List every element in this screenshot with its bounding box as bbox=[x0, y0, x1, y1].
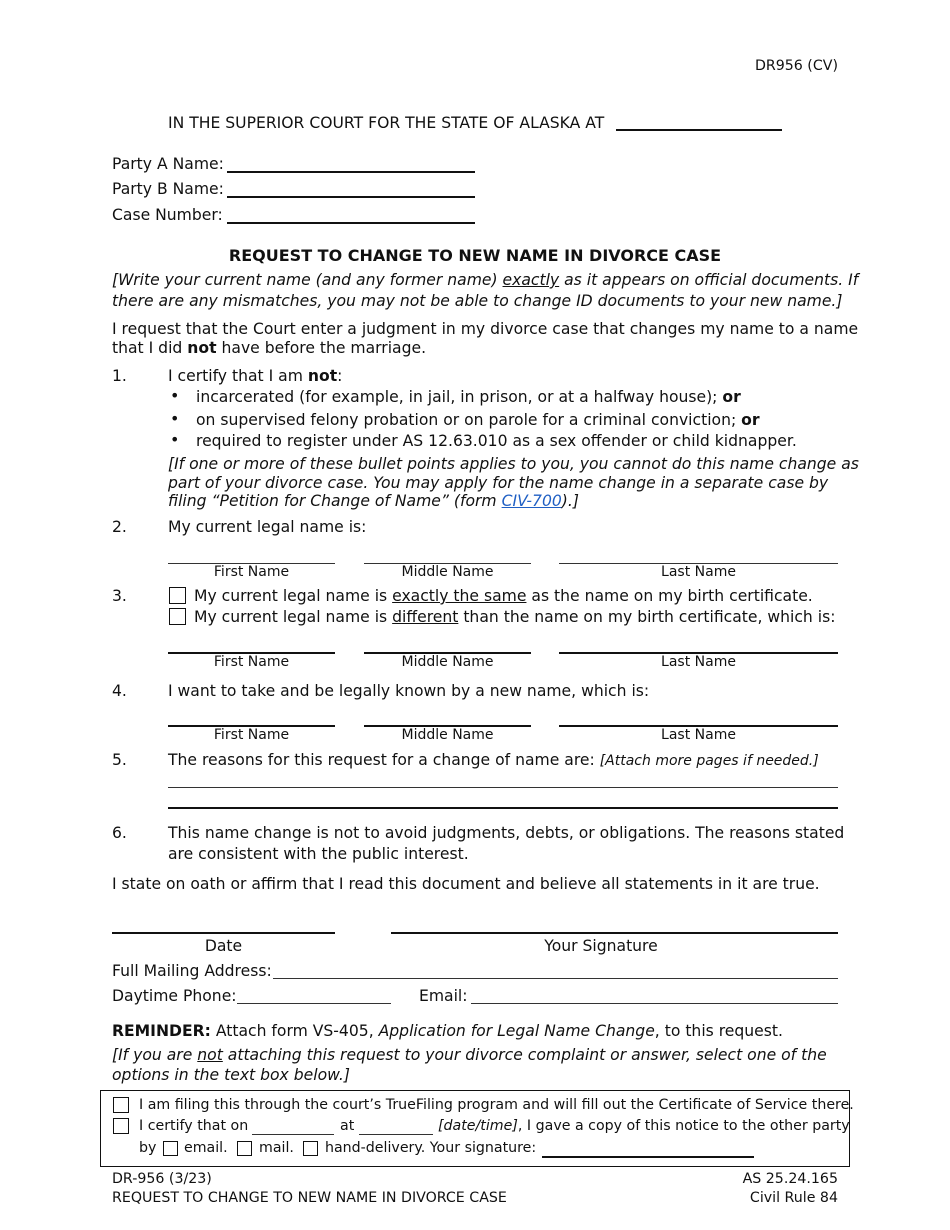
date-caption: Date bbox=[204, 937, 243, 955]
attach-note-line-1: [If you are not attaching this request to your divorce complaint or answer, select one of the bbox=[112, 1046, 827, 1064]
item-6-number: 6. bbox=[112, 824, 127, 842]
certify-checkbox[interactable] bbox=[113, 1118, 129, 1134]
different-name-checkbox[interactable] bbox=[169, 608, 186, 625]
by-label: by bbox=[139, 1140, 157, 1156]
reasons-line-1[interactable] bbox=[168, 787, 838, 788]
court-line: IN THE SUPERIOR COURT FOR THE STATE OF ALASKA AT bbox=[168, 114, 605, 132]
item-5-text: The reasons for this request for a change of name are: [Attach more pages if needed.] bbox=[168, 751, 819, 769]
phone-field[interactable] bbox=[237, 1003, 391, 1004]
middle-name-caption: Middle Name bbox=[401, 654, 494, 670]
item-1-lead: I certify that I am not: bbox=[168, 367, 343, 385]
certify-time-field[interactable] bbox=[359, 1134, 433, 1135]
request-line-1: I request that the Court enter a judgment in my divorce case that changes my name to a name bbox=[112, 320, 859, 338]
item-6-line-1: This name change is not to avoid judgments, debts, or obligations. The reasons stated bbox=[168, 824, 845, 842]
bullet-1: incarcerated (for example, in jail, in prison, or at a halfway house); or bbox=[196, 388, 741, 406]
certify-text-b: [date/time], I gave a copy of this notice to the other party bbox=[438, 1118, 850, 1134]
truefiling-text: I am filing this through the court’s TrueFiling program and will fill out the Certificate of Service there. bbox=[139, 1097, 854, 1113]
middle-name-caption: Middle Name bbox=[401, 727, 494, 743]
footer-statute: AS 25.24.165 bbox=[742, 1171, 838, 1187]
item-1-note-3: filing “Petition for Change of Name” (form CIV-700).] bbox=[168, 492, 579, 510]
same-name-checkbox[interactable] bbox=[169, 587, 186, 604]
email-label: Email: bbox=[419, 987, 468, 1005]
email-checkbox[interactable] bbox=[163, 1141, 178, 1156]
phone-label: Daytime Phone: bbox=[112, 987, 237, 1005]
attach-note-line-2: options in the text box below.] bbox=[112, 1066, 350, 1084]
hand-delivery-checkbox[interactable] bbox=[303, 1141, 318, 1156]
email-option: email. bbox=[184, 1140, 228, 1156]
footer-form-number: DR-956 (3/23) bbox=[112, 1171, 212, 1187]
last-name-caption: Last Name bbox=[661, 564, 736, 580]
case-number-label: Case Number: bbox=[112, 206, 223, 224]
email-field[interactable] bbox=[471, 1003, 838, 1004]
item-3-number: 3. bbox=[112, 587, 127, 605]
item-2-number: 2. bbox=[112, 518, 127, 536]
instruction-line-2: there are any mismatches, you may not be able to change ID documents to your new name.] bbox=[112, 292, 843, 310]
certify-text-a: I certify that on bbox=[139, 1118, 249, 1134]
oath-statement: I state on oath or affirm that I read this document and believe all statements in it are true. bbox=[112, 875, 820, 893]
item-5-number: 5. bbox=[112, 751, 127, 769]
certify-at: at bbox=[340, 1118, 355, 1134]
request-line-2: that I did not have before the marriage. bbox=[112, 339, 427, 357]
last-name-caption: Last Name bbox=[661, 727, 736, 743]
item-1-note-1: [If one or more of these bullet points applies to you, you cannot do this name change as bbox=[168, 455, 859, 473]
truefiling-checkbox[interactable] bbox=[113, 1097, 129, 1113]
last-name-caption: Last Name bbox=[661, 654, 736, 670]
middle-name-caption: Middle Name bbox=[401, 564, 494, 580]
party-a-field[interactable] bbox=[227, 171, 475, 173]
item-1-note-2: part of your divorce case. You may apply for the name change in a separate case by bbox=[168, 474, 829, 492]
different-name-option: My current legal name is different than the name on my birth certificate, which is: bbox=[194, 608, 836, 626]
party-b-label: Party B Name: bbox=[112, 180, 224, 198]
first-name-caption: First Name bbox=[213, 727, 290, 743]
reminder-text: REMINDER: Attach form VS-405, Application for Legal Name Change, to this request. bbox=[112, 1022, 783, 1040]
item-1-number: 1. bbox=[112, 367, 127, 385]
instruction-line-1: [Write your current name (and any former name) exactly as it appears on official documents. If bbox=[112, 271, 859, 289]
party-b-field[interactable] bbox=[227, 196, 475, 198]
bullet-icon: • bbox=[170, 386, 180, 405]
certify-date-field[interactable] bbox=[252, 1134, 334, 1135]
party-a-label: Party A Name: bbox=[112, 155, 224, 173]
signature-caption: Your Signature bbox=[544, 937, 658, 955]
court-location-field[interactable] bbox=[616, 129, 782, 131]
item-6-line-2: are consistent with the public interest. bbox=[168, 845, 469, 863]
reasons-line-2[interactable] bbox=[168, 807, 838, 809]
hand-delivery-option: hand-delivery. Your signature: bbox=[325, 1140, 537, 1156]
first-name-caption: First Name bbox=[213, 654, 290, 670]
service-signature-field[interactable] bbox=[542, 1156, 754, 1158]
item-2-text: My current legal name is: bbox=[168, 518, 367, 536]
footer-title: REQUEST TO CHANGE TO NEW NAME IN DIVORCE CASE bbox=[112, 1190, 507, 1206]
item-4-text: I want to take and be legally known by a new name, which is: bbox=[168, 682, 650, 700]
first-name-caption: First Name bbox=[213, 564, 290, 580]
same-name-option: My current legal name is exactly the same as the name on my birth certificate. bbox=[194, 587, 813, 605]
mail-checkbox[interactable] bbox=[237, 1141, 252, 1156]
footer-rule: Civil Rule 84 bbox=[749, 1190, 838, 1206]
mailing-address-label: Full Mailing Address: bbox=[112, 962, 272, 980]
item-4-number: 4. bbox=[112, 682, 127, 700]
bullet-3: required to register under AS 12.63.010 as a sex offender or child kidnapper. bbox=[196, 432, 797, 450]
page-title: REQUEST TO CHANGE TO NEW NAME IN DIVORCE CASE bbox=[228, 246, 722, 265]
bullet-2: on supervised felony probation or on parole for a criminal conviction; or bbox=[196, 411, 760, 429]
bullet-icon: • bbox=[170, 409, 180, 428]
signature-field[interactable] bbox=[391, 932, 838, 934]
case-number-field[interactable] bbox=[227, 222, 475, 224]
mail-option: mail. bbox=[259, 1140, 294, 1156]
mailing-address-field[interactable] bbox=[273, 978, 838, 979]
civ-700-link[interactable]: CIV-700 bbox=[501, 492, 562, 510]
form-code: DR956 (CV) bbox=[754, 58, 838, 74]
bullet-icon: • bbox=[170, 430, 180, 449]
date-field[interactable] bbox=[112, 932, 335, 934]
